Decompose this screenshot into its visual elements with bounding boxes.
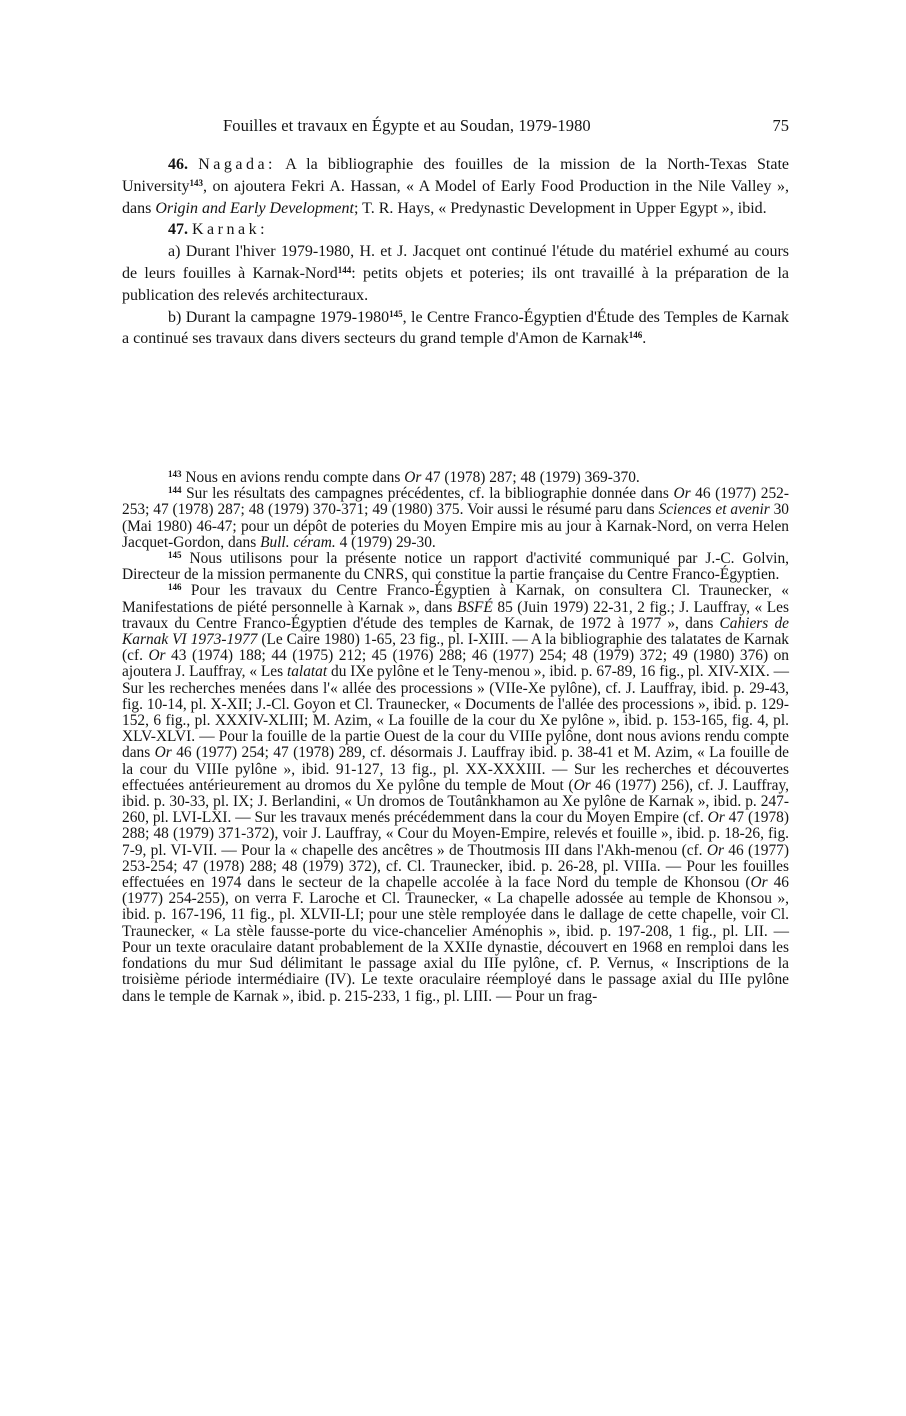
footnote-143: $^{143}$ Nous en avions rendu compte dans Or 47 (1978) 287; 48 (1979) 369-370. <box>168 469 640 486</box>
section-47a-paragraph: a) Durant l'hiver 1979-1980, H. et J. Jacquet ont continué l'étude du matériel exhumé au cours de leurs fouilles à Karnak-Nord$^{144}$: petits objets et poteries; ils ont travaillé à la préparation de la publication des relevés architecturaux. <box>122 243 789 304</box>
footnotes <box>122 470 789 1005</box>
running-title: Fouilles et travaux en Égypte et au Soudan, 1979-1980 <box>223 116 591 135</box>
footnote-ref[interactable]: 143 <box>189 177 204 188</box>
site-name: Karnak: <box>192 221 269 239</box>
page-number: 75 <box>772 116 789 135</box>
footnote-145: $^{145}$ Nous utilisons pour la présente notice un rapport d'activité communiqué par J.-C. Golvin, Directeur de la mission permanente du CNRS, qui constitue la partie française du Centre Franco-Égyptien. <box>122 550 789 584</box>
footnote-ref[interactable]: 146 <box>628 330 643 341</box>
section-47b-paragraph: b) Durant la campagne 1979-1980$^{145}$, le Centre Franco-Égyptien d'Étude des Temples de Karnak a continué ses travaux dans divers secteurs du grand temple d'Amon de Karnak$^{146}$. <box>122 308 790 348</box>
footnote-number: 143 <box>168 469 182 479</box>
section-47-heading <box>122 219 789 241</box>
section-number: 46. <box>168 156 188 173</box>
footnote-144: $^{144}$ Sur les résultats des campagnes précédentes, cf. la bibliographie donnée dans Or 46 (1977) 252-253; 47 (1978) 287; 48 (1979) 370-371; 49 (1980) 375. Voir aussi le résumé paru dans Sciences et avenir 30 (Mai 1980) 46-47; pour un dépôt de poteries du Moyen Empire mis au jour à Karnak-Nord, on verra Helen Jacquet-Gordon, dans Bull. céram. 4 (1979) 29-30. <box>122 485 789 551</box>
footnote-number: 145 <box>168 550 182 561</box>
footnote-number: 146 <box>168 582 182 593</box>
main-text <box>122 154 789 350</box>
site-name: Nagada: <box>198 156 276 173</box>
section-number: 47. <box>168 221 188 239</box>
footnote-146: $^{146}$ Pour les travaux du Centre Franco-Égyptien à Karnak, on consultera Cl. Traunecker, « Manifestations de piété personnelle à Karnak », dans BSFÉ 85 (Juin 1979) 22-31, 2 fig.; J. Lauffray, « Les travaux du Centre Franco-Égyptien d'étude des temples de Karnak, de 1972 à 1977 », dans Cahiers de Karnak VI 1973-1977 (Le Caire 1980) 1-65, 23 fig., pl. I-XIII. — A la bibliographie des talatates de Karnak (cf. Or 43 (1974) 188; 44 (1975) 212; 45 (1976) 288; 46 (1977) 254; 48 (1979) 372; 49 (1980) 376) on ajoutera J. Lauffray, « Les talatat du IXe pylône et le Teny-menou », ibid. p. 67-89, 16 fig., pl. XIV-XIX. — Sur les recherches menées dans l'« allée des processions » (VIIe-Xe pylône), cf. J. Lauffray, ibid. p. 29-43, fig. 10-14, pl. X-XII; J.-Cl. Goyon et Cl. Traunecker, « Documents de l'allée des processions », ibid. p. 129-152, 6 fig., pl. XXXIV-XLIII; M. Azim, « La fouille de la cour du Xe pylône », ibid. p. 153-165, fig. 4, pl. XLV-XLVI. — Pour la fouille de la partie Ouest de la cour du VIIIe pylône, dont nous avions rendu compte dans Or 46 (1977) 254; 47 (1978) 289, cf. désormais J. Lauffray ibid. p. 38-41 et M. Azim, « La fouille de la cour du VIIIe pylône », ibid. 91-127, 13 fig., pl. XX-XXXIII. — Sur les recherches et découvertes effectuées antérieurement au dromos du Xe pylône du temple de Mout (Or 46 (1977) 256), cf. J. Lauffray, ibid. p. 30-33, pl. IX; J. Berlandini, « Un dromos de Toutânkhamon au Xe pylône de Karnak », ibid. p. 247-260, pl. LVI-LXI. — Sur les travaux menés précédemment dans la cour du Moyen Empire (cf. Or 47 (1978) 288; 48 (1979) 371-372), voir J. Lauffray, « Cour du Moyen-Empire, relevés et fouille », ibid. p. 18-26, fig. 7-9, pl. VI-VII. — Pour la « chapelle des ancêtres » de Thoutmosis III dans l'Akh-menou (cf. Or 46 (1977) 253-254; 47 (1978) 288; 48 (1979) 372), cf. Cl. Traunecker, ibid. p. 26-28, pl. VIIIa. — Pour les fouilles effectuées en 1974 dans le secteur de la chapelle accolée à la face Nord du temple de Khonsou (Or 46 (1977) 254-255), on verra F. Laroche et Cl. Traunecker, « La chapelle adossée au temple de Khonsou », ibid. p. 167-196, 11 fig., pl. XLVII-LI; pour une stèle remployée dans le dallage de cette chapelle, voir Cl. Traunecker, « La stèle fausse-porte du vice-chancelier Aménophis », ibid. p. 197-208, 1 fig., pl. LII. — Pour un texte oraculaire datant probablement de la XXIIe dynastie, découvert en 1968 en remploi dans les fondations du mur Sud délimitant le passage axial du IIIe pylône, cf. P. Vernus, « Inscriptions de la troisième période intermédiaire (IV). Le texte oraculaire réemployé dans le passage axial du IIIe pylône dans le temple de Karnak », ibid. p. 215-233, 1 fig., pl. LIII. — Pour un frag- <box>122 582 790 1005</box>
footnote-number: 144 <box>168 485 182 496</box>
section-46-paragraph: 46. Nagada: A la bibliographie des fouilles de la mission de la North-Texas State University$^{143}$, on ajoutera Fekri A. Hassan, « A Model of Early Food Production in the Nile Valley », dans Origin and Early Development; T. R. Hays, « Predynastic Development in Upper Egypt », ibid. <box>122 156 789 217</box>
footnote-ref[interactable]: 145 <box>389 308 403 319</box>
footnote-ref[interactable]: 144 <box>337 264 352 275</box>
